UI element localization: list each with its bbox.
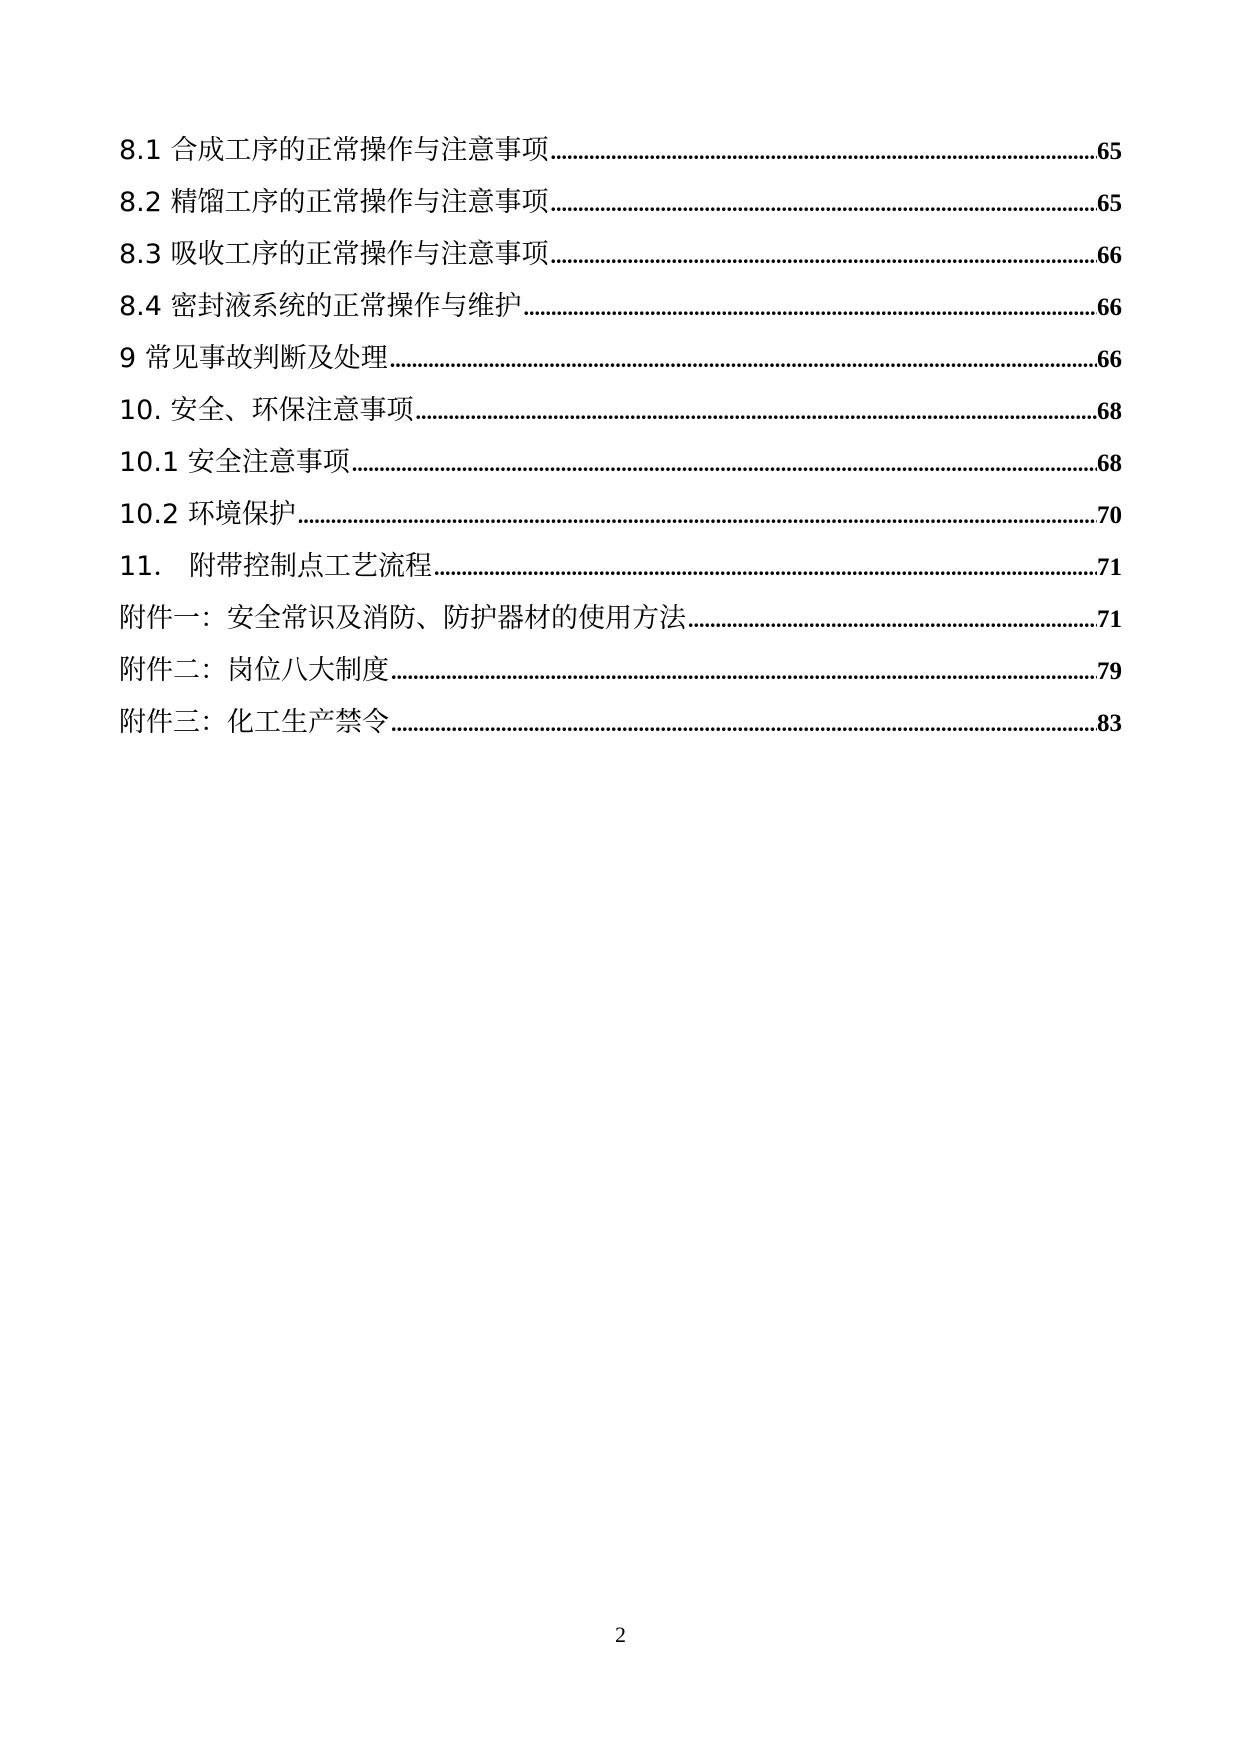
toc-entry[interactable] [119,229,1122,281]
toc-entry[interactable] [119,125,1122,177]
toc-entry[interactable] [119,541,1122,593]
toc-dot-leader [350,438,1097,490]
toc-entry-page: 68 [1097,398,1122,425]
toc-dot-leader [686,594,1097,646]
toc-entry-title: 11． 附带控制点工艺流程 [119,551,432,582]
toc-entry-title: 10.2 环境保护 [119,499,296,530]
toc-entry-title: 8.2 精馏工序的正常操作与注意事项 [119,187,549,218]
toc-dot-leader [296,490,1097,542]
toc-entry[interactable] [119,697,1122,749]
toc-dot-leader [549,230,1097,282]
toc-entry[interactable] [119,281,1122,333]
toc-entry[interactable] [119,437,1122,489]
toc-entry-title: 10.1 安全注意事项 [119,447,350,478]
toc-entry-page: 83 [1097,710,1122,737]
page-number: 2 [615,1622,626,1647]
toc-dot-leader [389,646,1097,698]
toc-dot-leader [432,542,1097,594]
toc-entry-title: 8.1 合成工序的正常操作与注意事项 [119,135,549,166]
toc-entry-title: 附件三：化工生产禁令 [119,707,389,738]
toc-entry[interactable] [119,593,1122,645]
toc-entry-page: 66 [1097,294,1122,321]
toc-entry[interactable] [119,645,1122,697]
toc-entry-page: 79 [1097,658,1122,685]
toc-dot-leader [522,282,1097,334]
toc-entry-title: 8.3 吸收工序的正常操作与注意事项 [119,239,549,270]
toc-entry-title: 8.4 密封液系统的正常操作与维护 [119,291,522,322]
toc-entry[interactable] [119,177,1122,229]
toc-entry[interactable] [119,385,1122,437]
toc-entry-title: 9 常见事故判断及处理 [119,343,388,374]
toc-dot-leader [389,698,1097,750]
toc-entry[interactable] [119,333,1122,385]
toc-entry-page: 71 [1097,606,1122,633]
toc-dot-leader [388,334,1097,386]
toc-dot-leader [549,126,1097,178]
toc-entry-title: 附件一：安全常识及消防、防护器材的使用方法 [119,603,686,634]
toc-entry-page: 66 [1097,346,1122,373]
toc-entry-page: 70 [1097,502,1122,529]
table-of-contents [119,125,1122,749]
toc-entry-page: 68 [1097,450,1122,477]
toc-entry-page: 66 [1097,242,1122,269]
toc-entry-title: 10. 安全、环保注意事项 [119,395,414,426]
toc-entry-page: 65 [1097,138,1122,165]
toc-dot-leader [549,178,1097,230]
toc-entry[interactable] [119,489,1122,541]
toc-entry-page: 65 [1097,190,1122,217]
toc-entry-title: 附件二：岗位八大制度 [119,655,389,686]
toc-dot-leader [414,386,1097,438]
toc-entry-page: 71 [1097,554,1122,581]
